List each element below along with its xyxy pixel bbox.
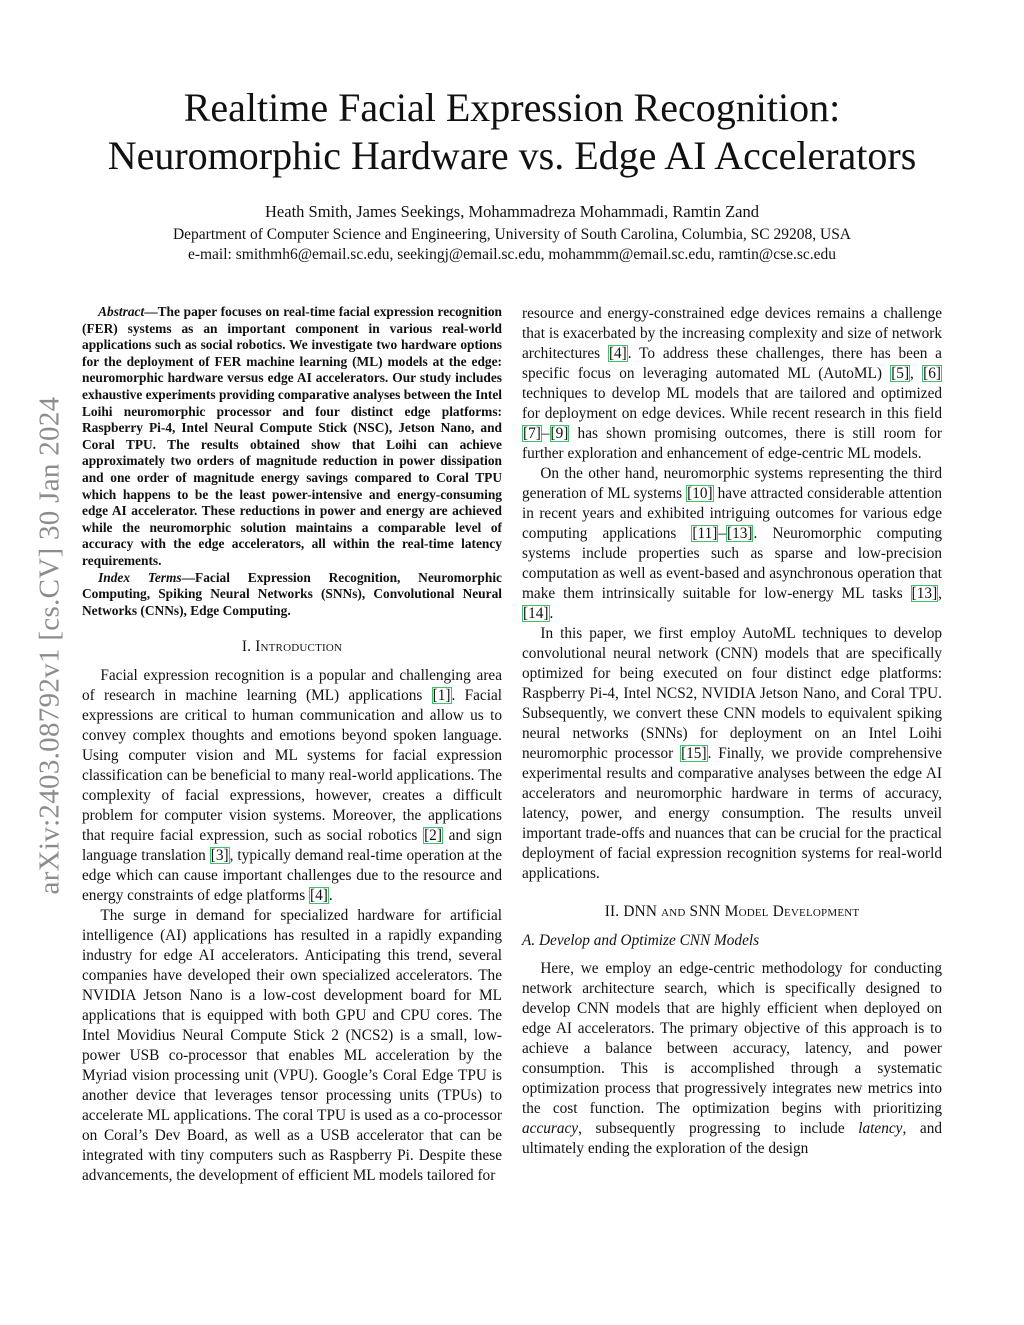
index-terms-text: —Facial Expression Recognition, Neuromorphic Computing, Spiking Neural Networks (SNNs), Convolutional Neural Networks (CNNs), Edge Computing. [82,569,502,618]
text-run: and [573,305,602,322]
citation-link[interactable]: [15] [681,745,707,762]
citation-link[interactable]: [11] [692,525,718,542]
text-run: of [747,445,765,462]
citation-link[interactable]: [10] [687,485,713,502]
text-run: ML [779,365,810,382]
citation-link[interactable]: [5] [891,365,910,382]
text-run: these [708,345,748,362]
text-run: tailored [793,385,847,402]
text-run: resource [522,305,574,322]
text-run: for [522,405,540,422]
text-run: the [655,325,678,342]
text-run: devices [759,305,811,322]
index-terms [82,570,502,620]
right-column [522,304,942,1159]
text-run: there [824,345,863,362]
text-run: optimized [874,385,943,402]
text-run: a [865,305,878,322]
text-run: specific [522,365,570,382]
paper-title [60,84,964,180]
text-run: increasing [677,325,745,342]
intro-paragraph-3: On the other hand, neuromorphic systems representing the third generation of ML systems [10] have attracted considerable attention in recent years and exhibited intriguing outcomes for various edge computing applications [11]–[13]. Neuromorphic computing systems include properties such as sparse and low-precision computation as well as event-based and asynchronous operation that make them intrinsically suitable for low-energy ML tasks [13], [14]. [522,465,942,622]
text-run: research [809,405,866,422]
text-run: a [927,345,942,362]
text-run: energy-constrained [601,305,725,322]
arxiv-identifier-stamp [26,345,74,945]
text-run: automated [707,365,780,382]
citation-link[interactable]: [9] [550,425,569,442]
text-run: ML [843,445,870,462]
text-run: edge [637,405,671,422]
text-run: recent [767,405,810,422]
citation-link[interactable]: [13] [911,585,938,602]
text-run: to [587,385,606,402]
citation-link[interactable]: [4] [309,887,328,905]
text-run: outcomes, [716,425,788,442]
citation-link[interactable]: [14] [523,605,549,622]
text-run: size [843,325,872,342]
subsection-heading-cnn: A. Develop and Optimize CNN Models [522,932,760,949]
text-run: exacerbated [559,325,637,342]
citation-link[interactable]: [4] [608,345,627,362]
abstract [82,304,502,570]
author-emails: e-mail: smithmh6@email.sc.edu, seekingj@email.sc.edu, mohammm@email.sc.edu, ramtin@cse.sc.edu [187,246,837,263]
text-run: models [688,385,740,402]
text-run: While [725,405,768,422]
citation-link[interactable]: [13] [726,525,753,542]
text-run: has [862,345,891,362]
text-run: shown [597,425,647,442]
citation-link[interactable]: [7] [523,425,541,442]
text-run: is [825,425,845,442]
dnn-paragraph-1: Here, we employ an edge-centric methodology for conducting network architecture search, which is specifically designed to develop CNN models that are highly efficient when deployed on edge AI accelerators. The primary objective of this approach is to achieve a balance between accuracy, latency, and power consumption. This is accomplished through a systematic optimization process that progressively integrates new metrics into the cost function. The optimization begins with prioritizing accuracy, subsequently progressing to include latency, and ultimately ending the exploration of the design [522,960,942,1157]
text-run: in [865,405,883,422]
text-run: further [522,445,564,462]
text-run: enhancement [663,445,748,462]
text-run: challenges, [747,345,825,362]
text-run: promising [646,425,717,442]
text-run: deployment [539,405,617,422]
text-run: ML [660,385,689,402]
text-run: leveraging [634,365,708,382]
text-run: and [637,445,664,462]
text-run: is [544,325,560,342]
citation-link[interactable]: [1] [432,687,451,705]
text-run: challenge [877,305,943,322]
text-run: by [636,325,656,342]
citation-link[interactable]: [6] [923,365,941,382]
text-run: are [768,385,794,402]
text-run: room [875,425,916,442]
text-run: on [610,365,635,382]
text-run: To [631,345,656,362]
author-list: Heath Smith, James Seekings, Mohammadreza Mohammadi, Ramtin Zand [265,202,759,221]
title-line-2: Neuromorphic Hardware vs. Edge AI Accelerators [107,133,917,178]
text-run: complexity [744,325,818,342]
text-run: edge-centric [764,445,844,462]
text-run: devices. [670,405,726,422]
abstract-lead: Abstract [98,304,145,319]
intro-paragraph-2-continued: resource and energy-constrained edge devices remains a challenge that is exacerbated by the increasing complexity and size of network architectures [4]. To address these challenges, there has been a specific focus on leveraging automated ML (AutoML) [5], [6] techniques to develop ML models that are tailored and optimized for deployment on edge devices. While recent research in this field [7]–[9] has shown promising outcomes, there is still room for further exploration and enhancement of edge-centric ML models. [522,305,943,462]
text-run: models. [869,445,922,462]
abstract-text: —The paper focuses on real-time facial expression recognition (FER) systems as an important component in various real-world applications such as social robotics. We investigate two hardware options for the deployment of FER machine learning (ML) models at the edge: neuromorphic hardware versus edge AI accelerators. Our study includes exhaustive experiments providing comparative analyses between the Intel Loihi neuromorphic processor and four distinct edge platforms: Raspberry Pi-4, Intel Neural Compute Stick (NSC), Jetson Nano, and Coral TPU. The results obtained show that Loihi can achieve approximately two orders of magnitude reduction in power dissipation and one order of magnitude energy savings compared to Coral TPU which happens to be the least power-intensive and energy-consuming edge AI accelerator. These reductions in power and energy are achieved while the neuromorphic solution maintains a comparable level of accuracy with the edge accelerators, all within the real-time latency requirements. [82,304,502,568]
text-run: been [890,345,928,362]
text-run: exploration [563,445,638,462]
section-heading-dnn-snn: II. DNN and SNN Model Development [604,903,860,920]
text-run: for [915,425,943,442]
intro-paragraph-4: In this paper, we first employ AutoML techniques to develop convolutional neural network (CNN) models that are specifically optimized for being executed on four distinct edge platforms: Raspberry Pi-4, Intel NCS2, NVIDIA Jetson Nano, and Coral TPU. Subsequently, we convert these CNN models to equivalent spiking neural networks (SNNs) for deployment on an Intel Loihi neuromorphic processor [15]. Finally, we provide comprehensive experimental results and comparative analyses between the edge AI accelerators and neuromorphic hardware in terms of accuracy, latency, power, and energy consumption. The results unveil important trade-offs and nuances that can be crucial for the practical deployment of facial expression recognition systems for real-world applications. [522,625,942,882]
text-run: there [787,425,826,442]
text-run: that [739,385,769,402]
section-heading-introduction: I. Introduction [241,638,343,656]
text-run: remains [810,305,866,322]
affiliation: Department of Computer Science and Engineering, University of South Carolina, Columbia, SC 29208, USA [172,226,852,243]
text-run: on [616,405,638,422]
intro-paragraph-1: Facial expression recognition is a popular and challenging area of research in machine learning (ML) applications [1]. Facial expressions are critical to human communication and allow us to convey complex thoughts and emotions beyond spoken language. Using computer vision and ML systems for facial expression classification can be beneficial to many real-world applications. The complexity of facial expressions, however, creates a difficult problem for computer vision systems. Moreover, the applications that require facial expression, such as social robotics [2] and sign language translation [3], typically demand real-time operation at the edge which can cause important challenges due to the resource and energy constraints of edge platforms [4]. [82,667,502,905]
text-run: still [844,425,876,442]
citation-link[interactable]: [3] [210,847,229,865]
text-run: edge [724,305,760,322]
text-run: that [522,325,545,342]
index-terms-lead: Index Terms [98,569,182,585]
text-run: and [817,325,844,342]
text-run: architectures [522,345,608,362]
text-run: field [909,405,942,422]
text-run: of [871,325,888,342]
citation-link[interactable]: [2] [424,827,442,845]
text-run: (AutoML) [809,365,891,382]
title-line-1: Realtime Facial Expression Recognition: [183,85,841,130]
text-run: network [887,325,942,342]
arxiv-id-text: arXiv:2403.08792v1 [cs.CV] 30 Jan 2024 [33,396,66,894]
left-column [82,304,502,1186]
text-run: this [882,405,910,422]
text-run: develop [605,385,661,402]
text-run: and [846,385,875,402]
text-run: focus [569,365,611,382]
intro-paragraph-2: The surge in demand for specialized hardware for artificial intelligence (AI) applications has resulted in a rapidly expanding industry for edge AI accelerators. Anticipating this trend, several companies have developed their own specialized accelerators. The NVIDIA Jetson Nano is a low-cost development board for ML applications that is equipped with both GPU and CPU cores. The Intel Movidius Neural Compute Stick 2 (NCS2) is a small, low-power USB co-processor that enables ML acceleration by the Myriad vision processing unit (VPU). Google’s Coral Edge TPU is another device that leverages tensor processing units (TPUs) to accelerate ML applications. The coral TPU is used as a co-processor on Coral’s Dev Board, as well as a USB accelerator that can be integrated with tiny computers such as Raspberry Pi. Despite these advancements, the development of efficient ML models tailored for [82,907,502,1185]
text-run: address [655,345,709,362]
